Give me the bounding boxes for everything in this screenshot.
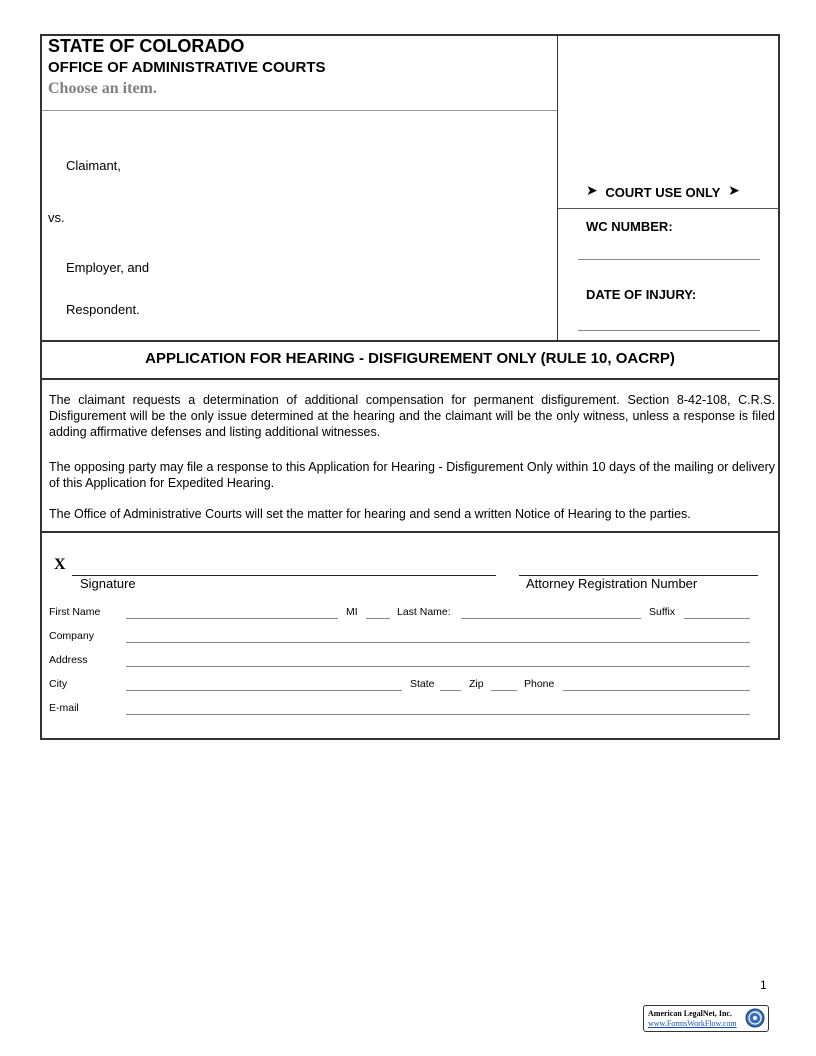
vs-label: vs. [48, 210, 65, 225]
last-name-field[interactable] [461, 618, 641, 619]
signature-x-mark: X [54, 556, 66, 573]
state-heading: STATE OF COLORADO [48, 36, 245, 56]
court-box-separator [558, 208, 779, 209]
globe-icon [745, 1008, 765, 1028]
wc-number-label: WC NUMBER: [586, 219, 673, 234]
body-bottom-line [41, 531, 780, 533]
date-of-injury-label: DATE OF INJURY: [586, 287, 697, 302]
email-field[interactable] [126, 714, 750, 715]
zip-field[interactable] [491, 690, 517, 691]
header-separator [42, 110, 557, 111]
zip-label: Zip [469, 678, 484, 690]
form-border [40, 34, 780, 740]
logo-brand: American LegalNet, Inc. [648, 1009, 732, 1018]
court-use-only [586, 182, 756, 200]
wc-number-underline [578, 259, 760, 260]
office-heading: OFFICE OF ADMINISTRATIVE COURTS [48, 59, 326, 76]
caption-bottom-line [41, 340, 780, 342]
company-field[interactable] [126, 642, 750, 643]
date-of-injury-input[interactable] [578, 313, 760, 330]
phone-label: Phone [524, 678, 555, 690]
wc-number-input[interactable] [578, 242, 760, 259]
first-name-label: First Name [49, 606, 101, 618]
address-field[interactable] [126, 666, 750, 667]
court-select-dropdown[interactable]: Choose an item. [48, 80, 157, 97]
arrow-up-icon: ➤ [586, 182, 598, 198]
state-field[interactable] [440, 690, 461, 691]
phone-field[interactable] [563, 690, 750, 691]
email-label: E-mail [49, 702, 79, 714]
paragraph-notice: The Office of Administrative Courts will set the matter for hearing and send a written Notice of Hearing to the parties. [49, 507, 691, 521]
attorney-registration-label: Attorney Registration Number [526, 576, 698, 591]
company-label: Company [49, 630, 94, 642]
caption-divider [557, 35, 558, 341]
paragraph-claim: The claimant requests a determination of additional compensation for permanent disfigurement. Section 8-42-108, C.R.S. Disfigurement will be the only issue determined at the hearing and the claimant will be the only witness, unless a response is filed adding affirmative defenses and listing additional witnesses. [49, 393, 775, 439]
mi-field[interactable] [366, 618, 390, 619]
last-name-label: Last Name: [397, 606, 451, 618]
court-use-label: COURT USE ONLY [605, 185, 721, 200]
signature-label: Signature [80, 576, 136, 591]
suffix-field[interactable] [684, 618, 750, 619]
title-bottom-line [41, 378, 780, 380]
suffix-label: Suffix [649, 606, 676, 618]
state-label: State [410, 678, 435, 690]
arrow-up-icon: ➤ [728, 182, 740, 198]
logo-url-link[interactable]: www.FormsWorkFlow.com [648, 1019, 737, 1028]
claimant-label: Claimant, [66, 158, 121, 173]
first-name-field[interactable] [126, 618, 338, 619]
form-title: APPLICATION FOR HEARING - DISFIGUREMENT ONLY (RULE 10, OACRP) [145, 350, 675, 367]
respondent-label: Respondent. [66, 302, 140, 317]
employer-label: Employer, and [66, 260, 150, 275]
city-label: City [49, 678, 68, 690]
american-legalnet-logo[interactable] [643, 1005, 769, 1032]
mi-label: MI [346, 606, 358, 618]
city-field[interactable] [126, 690, 402, 691]
page-number: 1 [760, 978, 767, 992]
address-label: Address [49, 654, 88, 666]
paragraph-response: The opposing party may file a response to this Application for Hearing - Disfigurement Only within 10 days of the mailing or delivery of this Application for Expedited Hearing. [49, 460, 775, 490]
date-of-injury-underline [578, 330, 760, 331]
